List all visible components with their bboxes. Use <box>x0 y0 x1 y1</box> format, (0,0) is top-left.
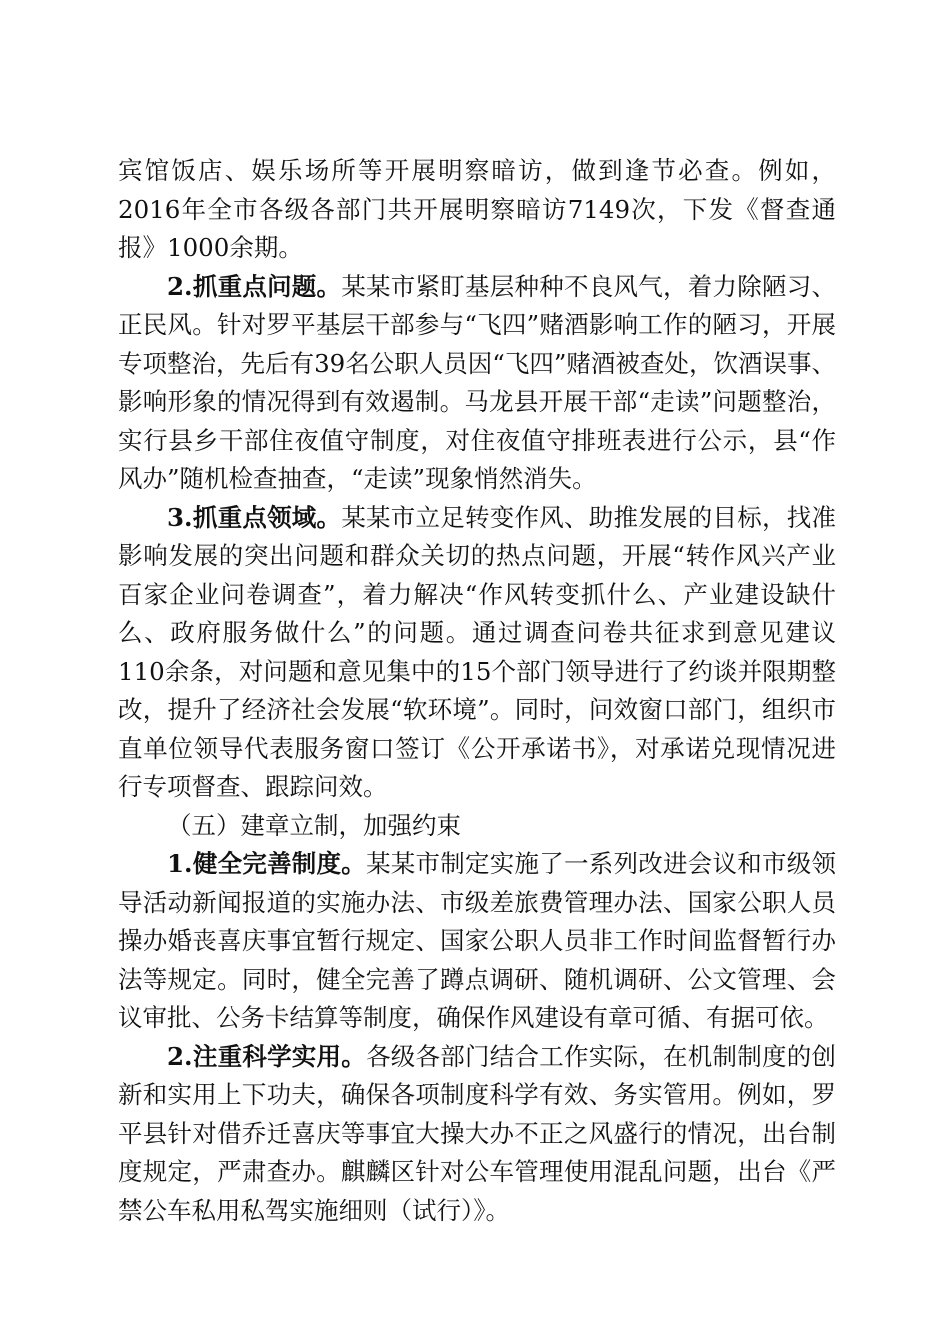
paragraph-text: 某某市制定实施了一系列改进会议和市级领导活动新闻报道的实施办法、市级差旅费管理办法、国家公职人员操办婚丧喜庆事宜暂行规定、国家公职人员非工作时间监督暂行办法等规定。同时，健全完善了蹲点调研、随机调研、公文管理、会议审批、公务卡结算等制度，确保作风建设有章可循、有据可依。 <box>118 849 837 1032</box>
paragraph-text: 某某市立足转变作风、助推发展的目标，找准影响发展的突出问题和群众关切的热点问题，开展“转作风兴产业百家企业问卷调查”，着力解决“作风转变抓什么、产业建设缺什么、政府服务做什么”的问题。通过调查问卷共征求到意见建议110余条，对问题和意见集中的15个部门领导进行了约谈并限期整改，提升了经济社会发展“软环境”。同时，问效窗口部门，组织市直单位领导代表服务窗口签订《公开承诺书》，对承诺兑现情况进行专项督查、跟踪问效。 <box>118 502 837 801</box>
paragraph-heading: 1.健全完善制度。 <box>167 849 367 878</box>
paragraph-text: 宾馆饭店、娱乐场所等开展明察暗访，做到逢节必查。例如，2016年全市各级各部门共开展明察暗访7149次，下发《督查通报》1000余期。 <box>118 156 836 262</box>
paragraph-improve-systems <box>118 845 836 1038</box>
paragraph-key-areas <box>118 499 836 807</box>
document-page <box>118 152 836 1230</box>
section-heading-text: （五）建章立制，加强约束 <box>167 810 461 840</box>
paragraph-text: 各级各部门结合工作实际，在机制制度的创新和实用上下功夫，确保各项制度科学有效、务实管用。例如，罗平县针对借乔迁喜庆等事宜大操大办不正之风盛行的情况，出台制度规定，严肃查办。麒麟区针对公车管理使用混乱问题，出台《严禁公车私用私驾实施细则（试行）》。 <box>118 1041 837 1225</box>
paragraph-heading: 2.抓重点问题。 <box>167 271 342 301</box>
paragraph-continuation <box>118 152 836 268</box>
section-heading <box>118 807 836 846</box>
paragraph-heading: 2.注重科学实用。 <box>167 1041 367 1071</box>
paragraph-practical-science <box>118 1038 836 1231</box>
paragraph-text: 某某市紧盯基层种种不良风气，着力除陋习、正民风。针对罗平基层干部参与“飞四”赌酒影响工作的陋习，开展专项整治，先后有39名公职人员因“飞四”赌酒被查处，饮酒误事、影响形象的情况得到有效遏制。马龙县开展干部“走读”问题整治，实行县乡干部住夜值守制度，对住夜值守排班表进行公示，县“作风办”随机检查抽查，“走读”现象悄然消失。 <box>118 271 837 493</box>
paragraph-heading: 3.抓重点领域。 <box>167 502 342 532</box>
paragraph-key-issues <box>118 268 836 499</box>
